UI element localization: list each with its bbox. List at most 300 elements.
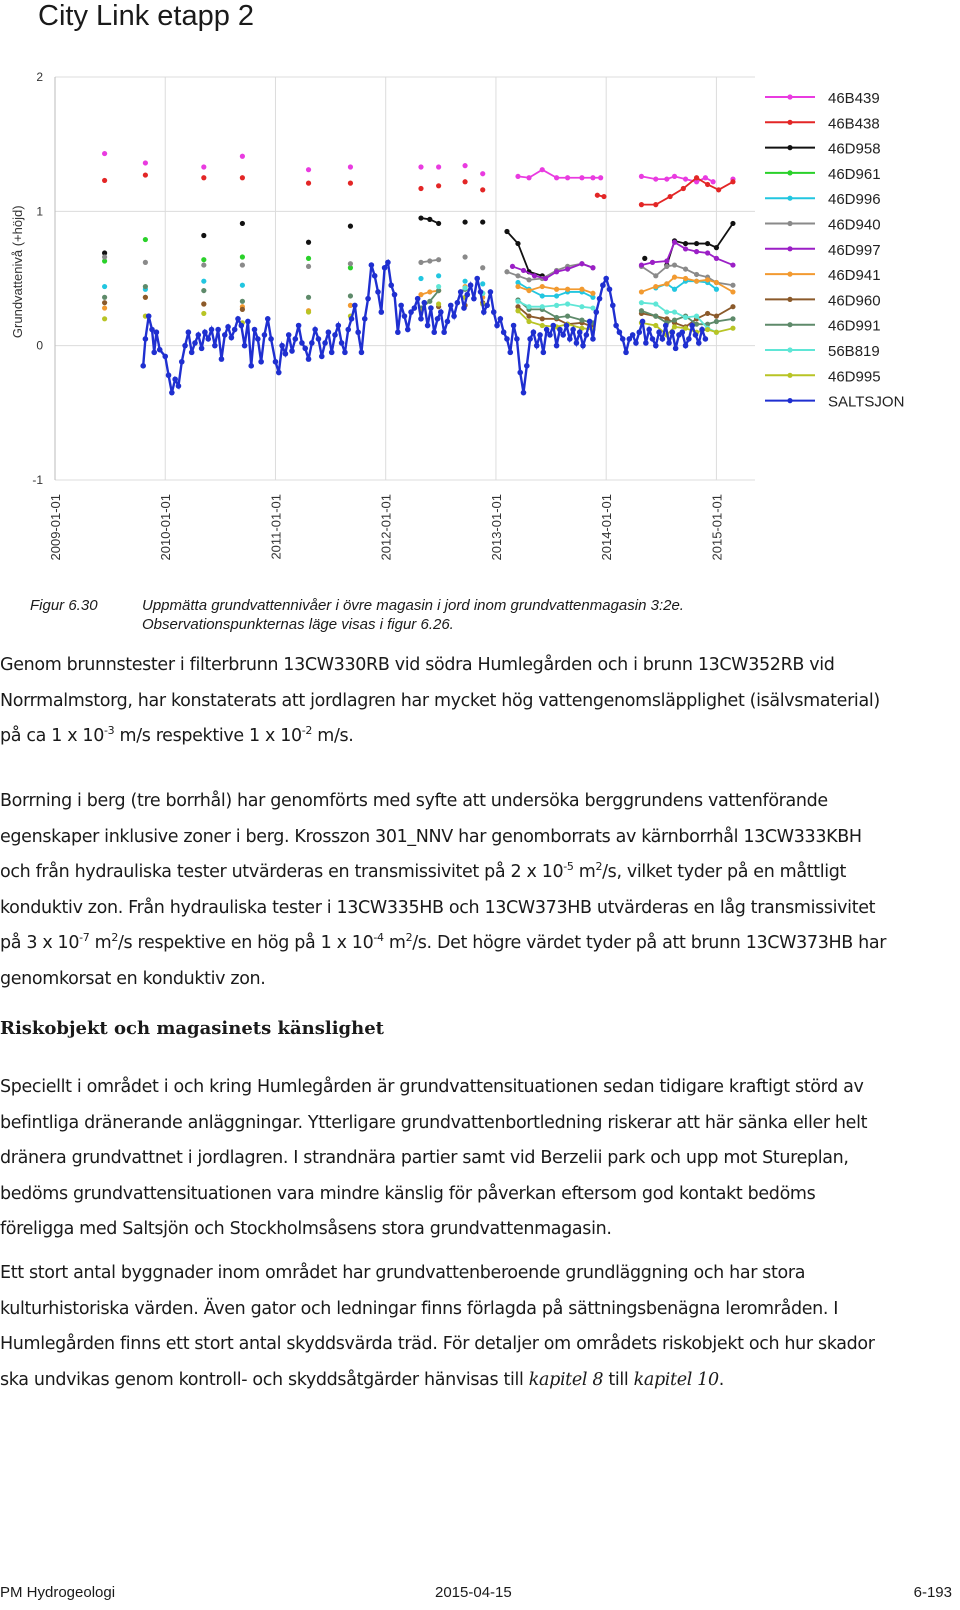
series-point-SALTSJON [670, 329, 676, 335]
series-point-46B438 [681, 186, 686, 191]
paragraph-byggnader [0, 1256, 950, 1398]
p3-line-4: bedöms grundvattensituationen vara mindre känslig för påverkan eftersom god kontakt bedöms [0, 1183, 816, 1204]
series-point-46B439 [462, 163, 467, 168]
series-point-SALTSJON [154, 329, 160, 335]
series-point-46D940 [306, 264, 311, 269]
legend-marker-46D995 [787, 373, 792, 378]
paragraph-brunnstester [0, 648, 950, 755]
series-point-46D941 [565, 287, 570, 292]
series-point-SALTSJON [209, 327, 215, 333]
series-point-46D958 [642, 256, 647, 261]
series-point-SALTSJON [673, 346, 679, 352]
series-point-SALTSJON [650, 336, 656, 342]
series-point-46D960 [714, 314, 719, 319]
series-point-SALTSJON [547, 332, 553, 338]
series-point-46B438 [480, 187, 485, 192]
series-point-SALTSJON [607, 286, 613, 292]
legend-label-SALTSJON: SALTSJON [828, 393, 905, 411]
series-point-SALTSJON [656, 329, 662, 335]
x-tick-label: 2014-01-01 [599, 494, 615, 561]
series-point-56B819 [515, 299, 520, 304]
p4-line-4: ska undvikas genom kontroll- och skyddsåtgärder hänvisas till kapitel 8 till kapitel 10. [0, 1369, 724, 1390]
plot-area [55, 77, 755, 480]
p1-line-3: på ca 1 x $10^{-3}$ m/s respektive 1 x $10^{-2}$ m/s. [0, 724, 354, 746]
series-point-46D958 [436, 221, 441, 226]
series-point-46B439 [143, 160, 148, 165]
x-tick-label: 2010-01-01 [158, 494, 174, 561]
series-point-46D960 [730, 304, 735, 309]
series-point-46B439 [554, 175, 559, 180]
p4-line-3: Humlegården finns ett stort antal skyddsvärda träd. För detaljer om områdets riskobjekt och hur skador [0, 1334, 875, 1354]
series-point-SALTSJON [352, 303, 358, 309]
p3-line-5: föreligga med Saltsjön och Stockholmsåsens stora grundvattenmagasin. [0, 1219, 612, 1239]
series-point-56B819 [664, 309, 669, 314]
series-point-46D940 [462, 254, 467, 259]
series-point-46B438 [653, 202, 658, 207]
legend-label-46D958: 46D958 [828, 140, 881, 158]
series-point-46D940 [653, 273, 658, 278]
series-point-46D960 [526, 314, 531, 319]
series-point-46D960 [102, 300, 107, 305]
series-point-SALTSJON [306, 356, 312, 362]
series-point-46B439 [565, 175, 570, 180]
series-point-SALTSJON [276, 370, 282, 376]
series-point-56B819 [554, 303, 559, 308]
series-point-46D960 [201, 301, 206, 306]
series-point-46D940 [201, 262, 206, 267]
series-point-46D991 [427, 299, 432, 304]
series-point-SALTSJON [524, 363, 530, 369]
series-point-SALTSJON [355, 329, 361, 335]
p2-line-1: Borrning i berg (tre borrhål) har genomförts med syfte att undersöka berggrundens vattenförande [0, 791, 828, 811]
series-point-46D997 [672, 240, 677, 245]
series-point-46D958 [730, 221, 735, 226]
series-point-SALTSJON [312, 327, 318, 333]
series-point-SALTSJON [248, 363, 254, 369]
legend-label-46D996: 46D996 [828, 191, 881, 209]
chart-svg [0, 60, 960, 590]
caption-line-1: Uppmätta grundvattennivåer i övre magasin i jord inom grundvattenmagasin 3:2e. [142, 597, 684, 614]
legend-marker-46D996 [787, 196, 792, 201]
series-point-46B439 [515, 174, 520, 179]
series-point-46D996 [102, 284, 107, 289]
series-point-46B439 [418, 164, 423, 169]
series-point-SALTSJON [402, 313, 408, 319]
series-point-SALTSJON [494, 323, 500, 329]
p1-line-1: Genom brunnstester i filterbrunn 13CW330RB vid södra Humlegården och i brunn 13CW352RB vid [0, 655, 835, 675]
series-point-46B438 [201, 175, 206, 180]
series-point-SALTSJON [326, 329, 332, 335]
legend-label-46D961: 46D961 [828, 165, 881, 183]
series-point-SALTSJON [140, 363, 146, 369]
series-point-46D958 [201, 233, 206, 238]
series-point-46D997 [554, 269, 559, 274]
series-point-SALTSJON [633, 340, 639, 346]
series-point-SALTSJON [382, 265, 388, 271]
legend-marker-46D940 [787, 221, 792, 226]
series-point-SALTSJON [428, 305, 434, 311]
series-point-46D958 [480, 219, 485, 224]
series-point-SALTSJON [554, 343, 560, 349]
legend-marker-46D961 [787, 170, 792, 175]
series-point-46D995 [515, 308, 520, 313]
series-point-SALTSJON [162, 354, 168, 360]
p2-line-4: konduktiv zon. Från hydrauliska tester i 13CW335HB och 13CW373HB utvärderas en låg transmissivitet [0, 897, 876, 918]
series-point-SALTSJON [322, 340, 328, 346]
legend-label-46D995: 46D995 [828, 368, 881, 386]
series-point-46B439 [436, 164, 441, 169]
series-point-SALTSJON [192, 340, 198, 346]
series-point-SALTSJON [235, 316, 241, 322]
series-point-SALTSJON [289, 348, 295, 354]
series-point-46D941 [579, 287, 584, 292]
series-point-46D991 [672, 318, 677, 323]
series-point-46B438 [595, 193, 600, 198]
page-title: City Link etapp 2 [38, 0, 255, 32]
series-point-46B439 [590, 175, 595, 180]
series-point-SALTSJON [205, 336, 211, 342]
series-point-SALTSJON [176, 383, 182, 389]
series-point-46B438 [102, 178, 107, 183]
series-point-56B819 [653, 301, 658, 306]
series-point-SALTSJON [696, 340, 702, 346]
series-point-46B439 [201, 164, 206, 169]
series-point-46B439 [240, 154, 245, 159]
series-point-SALTSJON [468, 282, 474, 288]
series-point-SALTSJON [329, 350, 335, 356]
series-point-46B439 [306, 167, 311, 172]
series-point-46D995 [653, 323, 658, 328]
series-point-46D941 [714, 280, 719, 285]
series-point-46D940 [480, 265, 485, 270]
paragraph-borrning [0, 784, 950, 997]
series-point-SALTSJON [255, 336, 261, 342]
legend-marker-SALTSJON [787, 398, 792, 403]
series-point-SALTSJON [425, 323, 431, 329]
series-point-SALTSJON [617, 329, 623, 335]
p2-line-2: egenskaper inklusive zoner i berg. Krosszon 301_NNV har genomborrats av kärnborrhål 13CW333KBH [0, 826, 862, 847]
series-point-46D996 [540, 293, 545, 298]
series-point-46D997 [590, 265, 595, 270]
chapter-10-reference[interactable]: kapitel 10 [633, 1369, 719, 1390]
series-point-SALTSJON [564, 323, 570, 329]
series-point-SALTSJON [435, 316, 441, 322]
x-tick-label: 2009-01-01 [48, 494, 63, 561]
series-point-SALTSJON [597, 296, 603, 302]
series-point-SALTSJON [531, 329, 537, 335]
series-point-SALTSJON [666, 340, 672, 346]
series-point-SALTSJON [412, 305, 418, 311]
series-point-SALTSJON [550, 323, 556, 329]
series-point-SALTSJON [395, 329, 401, 335]
series-point-46D995 [526, 319, 531, 324]
series-point-56B819 [526, 304, 531, 309]
section-heading: Riskobjekt och magasinets känslighet [0, 1018, 384, 1039]
p1-line-2: Norrmalmstorg, har konstaterats att jordlagren har mycket hög vattengenomsläpplighet (isälvsmaterial) [0, 690, 880, 711]
series-point-SALTSJON [189, 350, 195, 356]
series-point-SALTSJON [653, 343, 659, 349]
series-point-46D991 [306, 295, 311, 300]
series-point-46B438 [601, 194, 606, 199]
series-point-46D940 [348, 261, 353, 266]
y-tick-label: 0 [36, 338, 43, 353]
series-point-46D958 [694, 241, 699, 246]
series-point-46D940 [694, 272, 699, 277]
series-point-SALTSJON [438, 309, 444, 315]
series-point-SALTSJON [610, 303, 616, 309]
series-point-SALTSJON [484, 303, 490, 309]
series-point-SALTSJON [273, 359, 279, 365]
series-point-SALTSJON [590, 336, 596, 342]
legend-label-46D940: 46D940 [828, 216, 881, 234]
series-point-46D996 [462, 279, 467, 284]
series-point-46D991 [653, 314, 658, 319]
series-point-46D991 [579, 318, 584, 323]
series-point-56B819 [436, 284, 441, 289]
series-point-46D960 [705, 311, 710, 316]
series-point-SALTSJON [388, 282, 394, 288]
legend-label-46D960: 46D960 [828, 292, 881, 310]
p4-line-1: Ett stort antal byggnader inom området har grundvattenberoende grundläggning och har stora [0, 1263, 806, 1283]
series-point-46D991 [565, 314, 570, 319]
series-point-SALTSJON [646, 327, 652, 333]
p2-line-5: på 3 x $10^{-7}$ $m^2/s$ respektive en hög på 1 x $10^{-4}$ $m^2/s$. Det högre värdet tyder på att brunn 13CW373HB har [0, 931, 887, 953]
paragraph-humlegarden [0, 1070, 950, 1248]
series-point-46D995 [714, 330, 719, 335]
series-point-SALTSJON [186, 329, 192, 335]
series-point-SALTSJON [349, 316, 355, 322]
series-point-46D958 [427, 217, 432, 222]
series-point-SALTSJON [385, 260, 391, 266]
series-point-SALTSJON [332, 332, 338, 338]
legend-marker-46D941 [787, 272, 792, 277]
series-point-SALTSJON [577, 329, 583, 335]
series-point-46D958 [348, 224, 353, 229]
series-point-46D997 [730, 262, 735, 267]
series-point-SALTSJON [421, 300, 427, 306]
legend-marker-46D997 [787, 246, 792, 251]
series-point-SALTSJON [309, 340, 315, 346]
series-point-46B438 [639, 202, 644, 207]
series-point-46D958 [504, 229, 509, 234]
series-point-46B438 [306, 181, 311, 186]
series-point-46D940 [730, 283, 735, 288]
series-point-SALTSJON [179, 359, 185, 365]
series-point-SALTSJON [491, 309, 497, 315]
legend-marker-56B819 [787, 347, 792, 352]
series-point-46D958 [705, 241, 710, 246]
series-point-46D997 [694, 249, 699, 254]
series-point-SALTSJON [527, 336, 533, 342]
series-point-46D941 [653, 284, 658, 289]
series-point-SALTSJON [567, 336, 573, 342]
series-point-46D995 [730, 326, 735, 331]
footer-date: 2015-04-15 [435, 1584, 512, 1601]
p4-line-2: kulturhistoriska värden. Även gator och ledningar finns förlagda på sättningsbenägna lerområden. I [0, 1298, 839, 1319]
series-point-SALTSJON [504, 336, 510, 342]
series-point-SALTSJON [143, 336, 149, 342]
x-tick-label: 2012-01-01 [378, 494, 394, 561]
series-point-46D997 [650, 260, 655, 265]
series-point-46D940 [526, 277, 531, 282]
series-point-46D995 [705, 327, 710, 332]
series-point-46B439 [653, 176, 658, 181]
series-point-46D941 [730, 289, 735, 294]
series-point-46B439 [480, 171, 485, 176]
series-point-46D991 [714, 319, 719, 324]
p2-line-3: och från hydrauliska tester utvärderas en transmissivitet på 2 x $10^{-5}$ $m^2/s$, vilket tyder på en måttligt [0, 860, 847, 882]
series-point-46D941 [102, 305, 107, 310]
series-point-46B439 [683, 176, 688, 181]
series-point-46D941 [515, 284, 520, 289]
series-point-56B819 [540, 304, 545, 309]
series-point-SALTSJON [319, 354, 325, 360]
series-point-SALTSJON [219, 356, 225, 362]
series-point-SALTSJON [613, 323, 619, 329]
series-point-46B439 [526, 175, 531, 180]
series-point-SALTSJON [342, 350, 348, 356]
series-point-SALTSJON [199, 346, 205, 352]
series-point-46D996 [480, 281, 485, 286]
series-point-46D941 [590, 291, 595, 296]
series-point-46D997 [683, 246, 688, 251]
series-point-46D940 [102, 254, 107, 259]
series-point-SALTSJON [593, 309, 599, 315]
series-point-SALTSJON [620, 336, 626, 342]
series-point-46B438 [705, 182, 710, 187]
series-point-46D958 [683, 241, 688, 246]
series-point-46D996 [714, 287, 719, 292]
series-point-SALTSJON [166, 372, 172, 378]
series-point-46D997 [532, 273, 537, 278]
series-point-SALTSJON [587, 319, 593, 325]
series-point-SALTSJON [448, 303, 454, 309]
series-point-SALTSJON [245, 319, 251, 325]
series-point-46D997 [543, 276, 548, 281]
series-point-SALTSJON [232, 327, 238, 333]
series-point-46D996 [554, 293, 559, 298]
series-point-56B819 [639, 300, 644, 305]
series-point-46D991 [143, 284, 148, 289]
series-point-SALTSJON [279, 343, 285, 349]
series-point-46B439 [711, 179, 716, 184]
series-point-46B438 [462, 179, 467, 184]
series-point-SALTSJON [541, 350, 547, 356]
series-point-SALTSJON [461, 305, 467, 311]
series-point-46D958 [240, 221, 245, 226]
series-point-56B819 [694, 314, 699, 319]
series-point-SALTSJON [574, 340, 580, 346]
series-point-SALTSJON [693, 332, 699, 338]
series-point-46B438 [418, 186, 423, 191]
series-point-46B439 [540, 167, 545, 172]
series-point-SALTSJON [623, 350, 629, 356]
series-point-46B439 [639, 174, 644, 179]
series-point-SALTSJON [265, 316, 271, 322]
series-point-46D960 [240, 307, 245, 312]
p3-line-1: Speciellt i området i och kring Humlegården är grundvattensituationen sedan tidigare kraftigt störd av [0, 1077, 864, 1097]
series-point-SALTSJON [521, 390, 527, 396]
series-point-SALTSJON [498, 316, 504, 322]
y-tick-label: 2 [36, 70, 43, 84]
series-point-SALTSJON [151, 350, 157, 356]
series-point-46D960 [143, 295, 148, 300]
series-point-SALTSJON [286, 332, 292, 338]
series-point-SALTSJON [537, 332, 543, 338]
series-point-SALTSJON [202, 329, 208, 335]
series-point-SALTSJON [172, 376, 178, 382]
series-point-46D961 [240, 254, 245, 259]
series-point-SALTSJON [405, 327, 411, 333]
series-point-SALTSJON [293, 336, 299, 342]
y-tick-label: -1 [32, 473, 43, 487]
p3-line-3: dränera grundvattnet i jordlagren. I strandnära partier samt vid Berzelii park och upp mot Stureplan, [0, 1148, 849, 1168]
series-point-SALTSJON [689, 323, 695, 329]
legend-label-56B819: 56B819 [828, 343, 880, 360]
p2-line-6: genomkorsat en konduktiv zon. [0, 968, 266, 989]
series-point-56B819 [683, 315, 688, 320]
series-point-46D940 [683, 266, 688, 271]
series-point-SALTSJON [238, 323, 244, 329]
series-point-46D996 [672, 287, 677, 292]
series-point-SALTSJON [182, 343, 188, 349]
series-point-46B438 [348, 181, 353, 186]
series-point-SALTSJON [242, 343, 248, 349]
series-point-SALTSJON [229, 335, 235, 341]
series-point-46D995 [672, 324, 677, 329]
series-point-46D991 [102, 295, 107, 300]
series-point-SALTSJON [488, 289, 494, 295]
series-point-SALTSJON [196, 332, 202, 338]
series-point-46D958 [714, 245, 719, 250]
series-point-46D997 [664, 258, 669, 263]
series-point-SALTSJON [679, 329, 685, 335]
series-point-46D941 [683, 276, 688, 281]
series-point-46D941 [672, 275, 677, 280]
series-point-SALTSJON [157, 347, 163, 353]
series-point-46D996 [240, 283, 245, 288]
series-point-SALTSJON [441, 329, 447, 335]
series-point-SALTSJON [660, 336, 666, 342]
series-point-46D995 [306, 309, 311, 314]
series-point-SALTSJON [418, 316, 424, 322]
series-point-46D940 [436, 257, 441, 262]
series-point-SALTSJON [514, 336, 520, 342]
chapter-8-reference[interactable]: kapitel 8 [528, 1369, 604, 1390]
y-tick-label: 1 [36, 204, 43, 219]
series-point-SALTSJON [683, 343, 689, 349]
series-point-SALTSJON [258, 359, 264, 365]
y-axis-title: Grundvattenivå (+höjd) [10, 205, 25, 339]
x-tick-label: 2011-01-01 [268, 494, 284, 560]
series-point-46D940 [427, 258, 432, 263]
series-point-46D941 [664, 281, 669, 286]
series-point-SALTSJON [560, 332, 566, 338]
footer-page-number: 6-193 [913, 1584, 952, 1601]
series-point-SALTSJON [517, 370, 523, 376]
series-point-SALTSJON [445, 319, 451, 325]
series-point-SALTSJON [222, 332, 228, 338]
series-point-46D997 [521, 268, 526, 273]
legend-marker-46D960 [787, 297, 792, 302]
series-point-SALTSJON [455, 300, 461, 306]
series-point-SALTSJON [557, 327, 563, 333]
series-point-SALTSJON [378, 309, 384, 315]
series-point-46D941 [526, 288, 531, 293]
series-point-SALTSJON [212, 343, 218, 349]
caption-line-2: Observationspunkternas läge visas i figur 6.26. [142, 616, 454, 633]
series-point-46D940 [664, 264, 669, 269]
